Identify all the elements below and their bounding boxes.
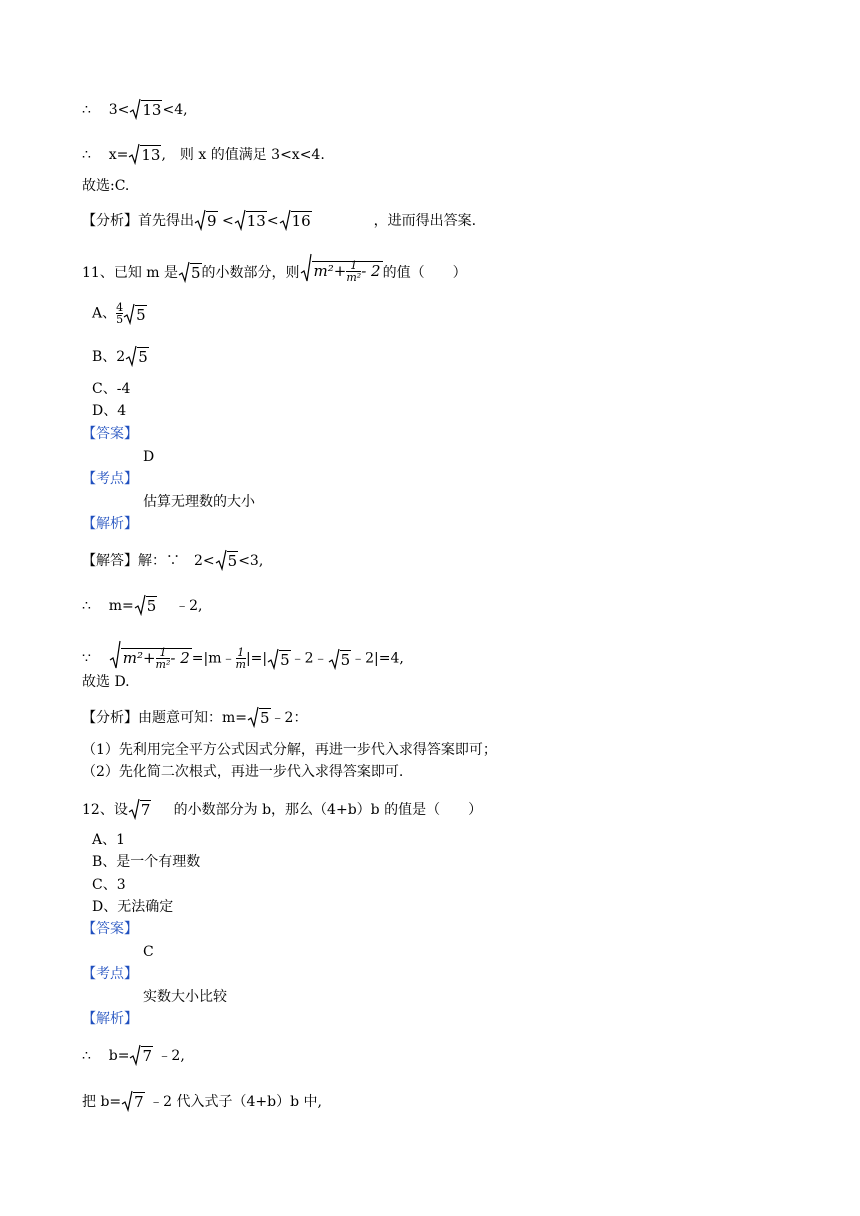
answer-label: 【答案】 xyxy=(82,426,138,442)
radical-sign-icon xyxy=(129,98,141,120)
radical-sign-icon xyxy=(279,209,291,231)
sqrt-7: 7 xyxy=(121,1090,145,1112)
line-analysis-1 xyxy=(82,209,476,231)
radicand xyxy=(312,259,383,284)
text: =|m﹣ xyxy=(191,650,236,667)
kaodian-value: 实数大小比较 xyxy=(143,989,227,1005)
radical-sign-icon xyxy=(247,706,259,728)
radical-sign-icon xyxy=(128,143,140,165)
sqrt-5: 5 xyxy=(178,261,202,283)
numerator: 1 xyxy=(237,646,245,659)
sqrt-5: 5 xyxy=(134,594,158,616)
text: 【解答】解：∵ 2< xyxy=(82,553,215,569)
radical-sign-icon xyxy=(109,640,121,670)
jiexi-label: 【解析】 xyxy=(82,516,138,532)
option-a xyxy=(92,302,147,325)
sqrt-9: 9 xyxy=(194,209,218,231)
numerator: 1 xyxy=(350,259,358,272)
analysis-point-1: （1）先利用完全平方公式因式分解，再进一步代入求得答案即可； xyxy=(82,742,497,758)
text: ﹣2 代入式子（4+b）b 中, xyxy=(149,1094,322,1110)
analysis-point-2: （2）先化简二次根式，再进一步代入求得答案即可. xyxy=(82,764,404,780)
sqrt-7: 7 xyxy=(128,798,152,820)
solution-line-3 xyxy=(82,640,404,670)
text: ﹣2, xyxy=(157,1048,185,1064)
sqrt-16: 16 xyxy=(279,209,312,231)
text: 12、设 xyxy=(82,802,128,818)
text: B、2 xyxy=(92,349,126,365)
text: 的小数部分，则 xyxy=(201,265,300,281)
therefore-symbol: ∴ xyxy=(82,147,91,163)
line-choice-c: 故选:C. xyxy=(82,178,130,194)
sqrt-13: 13 xyxy=(234,209,267,231)
solution-line-1 xyxy=(82,549,263,571)
sqrt-expression xyxy=(109,640,192,670)
therefore-symbol: ∴ xyxy=(82,598,91,614)
q12-option-b: B、是一个有理数 xyxy=(92,854,201,870)
because-symbol: ∵ xyxy=(82,650,91,667)
text: ﹣2, xyxy=(175,598,203,614)
text: < xyxy=(266,213,279,229)
denominator: 5 xyxy=(116,313,124,326)
radical-sign-icon xyxy=(215,549,227,571)
text: ﹣2﹣ xyxy=(290,650,328,667)
text: 【分析】首先得出 xyxy=(82,213,194,229)
fraction xyxy=(236,647,246,670)
fraction xyxy=(346,260,361,283)
jiexi-label: 【解析】 xyxy=(82,1011,138,1027)
text: 【分析】由题意可知：m= xyxy=(82,710,248,726)
analysis-line xyxy=(82,706,307,728)
text: b= xyxy=(108,1048,130,1064)
option-d: D、4 xyxy=(92,403,127,419)
text: 的值（ ） xyxy=(382,265,467,281)
radical-sign-icon xyxy=(267,648,279,670)
fraction xyxy=(156,647,171,670)
line-therefore-2 xyxy=(82,143,325,165)
answer-value: C xyxy=(143,944,154,960)
text: x= xyxy=(108,147,129,163)
sqrt-5: 5 xyxy=(328,648,352,670)
text: ﹣2： xyxy=(270,710,308,726)
kaodian-label: 【考点】 xyxy=(82,966,138,982)
text: - 2 xyxy=(361,261,381,280)
radical-sign-icon xyxy=(194,209,206,231)
line-choice-d: 故选 D. xyxy=(82,674,130,690)
text: m²+ xyxy=(122,648,156,667)
therefore-symbol: ∴ xyxy=(82,102,91,118)
radical-sign-icon xyxy=(234,209,246,231)
kaodian-value: 估算无理数的大小 xyxy=(143,494,255,510)
therefore-symbol: ∴ xyxy=(82,1048,91,1064)
text: , 则 x 的值满足 3<x<4. xyxy=(161,147,325,163)
text: ﹣2|=4, xyxy=(351,650,404,667)
text: m= xyxy=(108,598,134,614)
sqrt-5: 5 xyxy=(267,648,291,670)
text: A、 xyxy=(92,305,117,322)
text: <3, xyxy=(238,553,264,569)
sqrt-7: 7 xyxy=(129,1044,153,1066)
text: m²+ xyxy=(313,261,347,280)
sqrt-expression xyxy=(300,253,383,283)
option-b xyxy=(92,345,149,367)
radical-sign-icon xyxy=(178,261,190,283)
sqrt-5: 5 xyxy=(215,549,239,571)
option-c: C、-4 xyxy=(92,381,131,397)
radical-sign-icon xyxy=(328,648,340,670)
radical-sign-icon xyxy=(125,345,137,367)
substitute-line xyxy=(82,1090,322,1112)
radical-sign-icon xyxy=(134,594,146,616)
q12-option-c: C、3 xyxy=(92,877,126,893)
text: 11、已知 m 是 xyxy=(82,265,178,281)
question-12 xyxy=(82,798,482,820)
answer-value: D xyxy=(143,449,155,465)
denominator: m² xyxy=(346,271,362,284)
solution-b-line xyxy=(82,1044,185,1066)
radical-sign-icon xyxy=(129,1044,141,1066)
radical-sign-icon xyxy=(121,1090,133,1112)
radical-sign-icon xyxy=(123,303,135,325)
sqrt-5: 5 xyxy=(247,706,271,728)
text: <4, xyxy=(162,102,188,118)
text: < xyxy=(222,213,234,229)
text: |=| xyxy=(245,650,268,667)
sqrt-5: 5 xyxy=(123,303,147,325)
sqrt-13: 13 xyxy=(129,98,162,120)
solution-line-2 xyxy=(82,594,202,616)
text: ，进而得出答案. xyxy=(373,213,477,229)
text: 把 b= xyxy=(82,1094,122,1110)
numerator: 1 xyxy=(159,646,167,659)
sqrt-5: 5 xyxy=(125,345,149,367)
radical-sign-icon xyxy=(128,798,140,820)
answer-label: 【答案】 xyxy=(82,921,138,937)
fraction xyxy=(116,302,123,325)
line-therefore-1 xyxy=(82,98,188,120)
q12-option-d: D、无法确定 xyxy=(92,899,174,915)
q12-option-a: A、1 xyxy=(92,832,126,848)
sqrt-13: 13 xyxy=(128,143,161,165)
denominator: m² xyxy=(155,658,171,671)
radicand xyxy=(121,646,192,671)
question-11 xyxy=(82,253,467,283)
text: 3< xyxy=(108,102,130,118)
text: - 2 xyxy=(170,648,190,667)
radical-sign-icon xyxy=(300,253,312,283)
text: 的小数部分为 b，那么（4+b）b 的值是（ ） xyxy=(173,802,483,818)
denominator: m xyxy=(235,658,246,671)
kaodian-label: 【考点】 xyxy=(82,471,138,487)
numerator: 4 xyxy=(116,301,124,314)
